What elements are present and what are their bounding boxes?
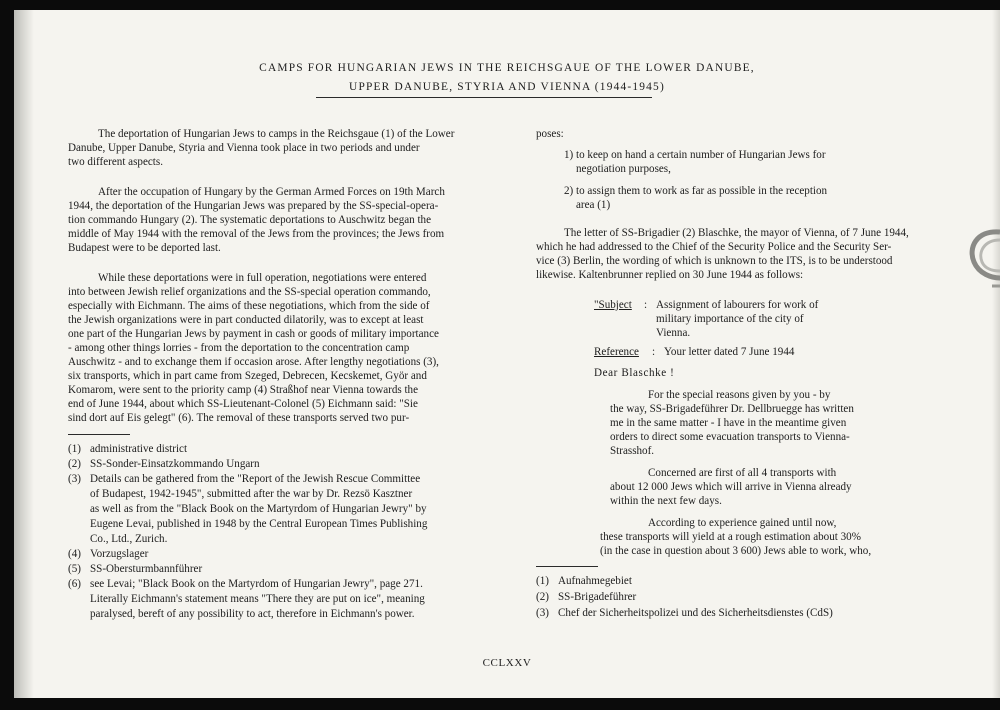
- purpose-item: area (1): [576, 199, 611, 211]
- letter-body-line: orders to direct some evacuation transports to Vienna-: [610, 431, 850, 443]
- letter-body-line: the way, SS-Brigadeführer Dr. Dellbruegge has written: [610, 403, 854, 415]
- letter-body-line: me in the same matter - I have in the meantime given: [610, 417, 847, 429]
- purpose-item: 2) to assign them to work as far as possible in the reception: [564, 185, 828, 197]
- left-p3-line: the Jewish organizations were in part conducted dilatorily, was to except at least: [68, 314, 424, 326]
- reference-colon: :: [652, 346, 656, 358]
- page-edge: [992, 10, 1000, 698]
- binding-shadow: [14, 10, 34, 698]
- reference-text: Your letter dated 7 June 1944: [664, 346, 795, 358]
- left-p3-line: Komarom, were sent to the priority camp (4) Straßhof near Vienna towards the: [68, 384, 419, 396]
- footnote-text: SS-Sonder-Einsatzkommando Ungarn: [90, 458, 260, 470]
- footnote-number: (1): [536, 575, 549, 587]
- subject-text: Vienna.: [656, 327, 691, 339]
- purpose-item: negotiation purposes,: [576, 163, 671, 175]
- letter-body-line: within the next few days.: [610, 495, 722, 507]
- letter-body-line: Concerned are first of all 4 transports with: [648, 467, 837, 479]
- title-line-2: UPPER DANUBE, STYRIA AND VIENNA (1944-1945): [349, 81, 665, 93]
- footnote-text: Chef der Sicherheitspolizei und des Sicherheitsdienstes (CdS): [558, 607, 833, 619]
- footnote-text: Vorzugslager: [90, 548, 149, 560]
- paper-clip-icon: [962, 226, 1000, 306]
- footnote-text: Co., Ltd., Zurich.: [90, 533, 168, 545]
- left-p2-line: 1944, the deportation of the Hungarian Jews was prepared by the SS-special-opera-: [68, 200, 439, 212]
- footnote-number: (5): [68, 563, 81, 575]
- footnote-number: (3): [68, 473, 81, 485]
- letter-body-line: these transports will yield at a rough estimation about 30%: [600, 531, 861, 543]
- left-p3-line: one part of the Hungarian Jews by payment in cash or goods of military importance: [68, 328, 439, 340]
- letter-intro-line: likewise. Kaltenbrunner replied on 30 June 1944 as follows:: [536, 269, 804, 281]
- footnote-number: (2): [536, 591, 549, 603]
- letter-intro-line: The letter of SS-Brigadier (2) Blaschke, the mayor of Vienna, of 7 June 1944,: [564, 227, 909, 239]
- purpose-item: 1) to keep on hand a certain number of Hungarian Jews for: [564, 149, 826, 161]
- footnote-text: as well as from the "Black Book on the Martyrdom of Hungarian Jewry" by: [90, 503, 427, 515]
- left-p2-line: Budapest were to be deported last.: [68, 242, 221, 254]
- right-poses: poses:: [536, 128, 564, 140]
- title-underline: [316, 97, 652, 98]
- left-p1-line: Danube, Upper Danube, Styria and Vienna took place in two periods and under: [68, 142, 420, 154]
- salutation: Dear Blaschke !: [594, 367, 675, 379]
- page-number: CCLXXV: [482, 657, 532, 669]
- footnote-number: (4): [68, 548, 81, 560]
- footnote-text: paralysed, bereft of any possibility to act, therefore in Eichmann's power.: [90, 608, 415, 620]
- left-p3-line: Auschwitz - and to exchange them if occasion arose. After lengthy negotiations (3),: [68, 356, 439, 368]
- letter-body-line: (in the case in question about 3 600) Jews able to work, who,: [600, 545, 872, 557]
- footnote-number: (6): [68, 578, 81, 590]
- left-p3-line: end of June 1944, about which SS-Lieutenant-Colonel (5) Eichmann said: "Sie: [68, 398, 418, 410]
- subject-text: Assignment of labourers for work of: [656, 299, 819, 311]
- footnote-number: (3): [536, 607, 549, 619]
- left-p3-line: into between Jewish relief organizations and the SS-special operation commando,: [68, 286, 431, 298]
- footnote-text: Eugene Levai, published in 1948 by the Central European Times Publishing: [90, 518, 428, 530]
- left-p3-line: sind dort auf Eis gelegt" (6). The removal of these transports served two pur-: [68, 412, 410, 424]
- title-line-1: CAMPS FOR HUNGARIAN JEWS IN THE REICHSGAUE OF THE LOWER DANUBE,: [259, 62, 755, 74]
- letter-intro-line: vice (3) Berlin, the wording of which is unknown to the ITS, is to be understood: [536, 255, 893, 267]
- subject-text: military importance of the city of: [656, 313, 804, 325]
- document-page: [14, 10, 1000, 698]
- left-p3-line: six transports, which in part came from Szeged, Debrecen, Kecskemet, Györ and: [68, 370, 427, 382]
- footnote-separator: [536, 566, 598, 567]
- letter-body-line: Strasshof.: [610, 445, 655, 457]
- left-p2-line: After the occupation of Hungary by the German Armed Forces on 19th March: [98, 186, 445, 198]
- letter-intro-line: which he had addressed to the Chief of the Security Police and the Security Ser-: [536, 241, 892, 253]
- left-p3-line: especially with Eichmann. The aims of these negotiations, which from the side of: [68, 300, 430, 312]
- left-p3-line: While these deportations were in full operation, negotiations were entered: [98, 272, 427, 284]
- footnote-text: SS-Obersturmbannführer: [90, 563, 203, 575]
- footnote-text: Literally Eichmann's statement means "There they are put on ice", meaning: [90, 593, 425, 605]
- letter-body-line: about 12 000 Jews which will arrive in Vienna already: [610, 481, 852, 493]
- letter-body-line: According to experience gained until now,: [648, 517, 837, 529]
- footnote-text: of Budapest, 1942-1945", submitted after the war by Dr. Rezsö Kasztner: [90, 488, 413, 500]
- footnote-number: (2): [68, 458, 81, 470]
- letter-body-line: For the special reasons given by you - by: [648, 389, 831, 401]
- footnote-separator: [68, 434, 130, 435]
- left-p2-line: middle of May 1944 with the removal of the Jews from the provinces; the Jews from: [68, 228, 445, 240]
- footnote-text: Details can be gathered from the "Report of the Jewish Rescue Committee: [90, 473, 421, 485]
- left-p1-line: two different aspects.: [68, 156, 163, 168]
- footnote-text: administrative district: [90, 443, 188, 455]
- subject-colon: :: [644, 299, 648, 311]
- left-p3-line: - among other things lorries - from the deportation to the concentration camp: [68, 342, 410, 354]
- reference-label: Reference: [594, 346, 639, 358]
- footnote-text: Aufnahmegebiet: [558, 575, 632, 587]
- left-p1-line: The deportation of Hungarian Jews to camps in the Reichsgaue (1) of the Lower: [98, 128, 455, 140]
- footnote-number: (1): [68, 443, 81, 455]
- footnote-text: SS-Brigadeführer: [558, 591, 637, 603]
- footnote-text: see Levai; "Black Book on the Martyrdom of Hungarian Jewry", page 271.: [90, 578, 423, 590]
- left-p2-line: tion commando Hungary (2). The systematic deportations to Auschwitz began the: [68, 214, 432, 226]
- subject-label: "Subject: [594, 299, 632, 311]
